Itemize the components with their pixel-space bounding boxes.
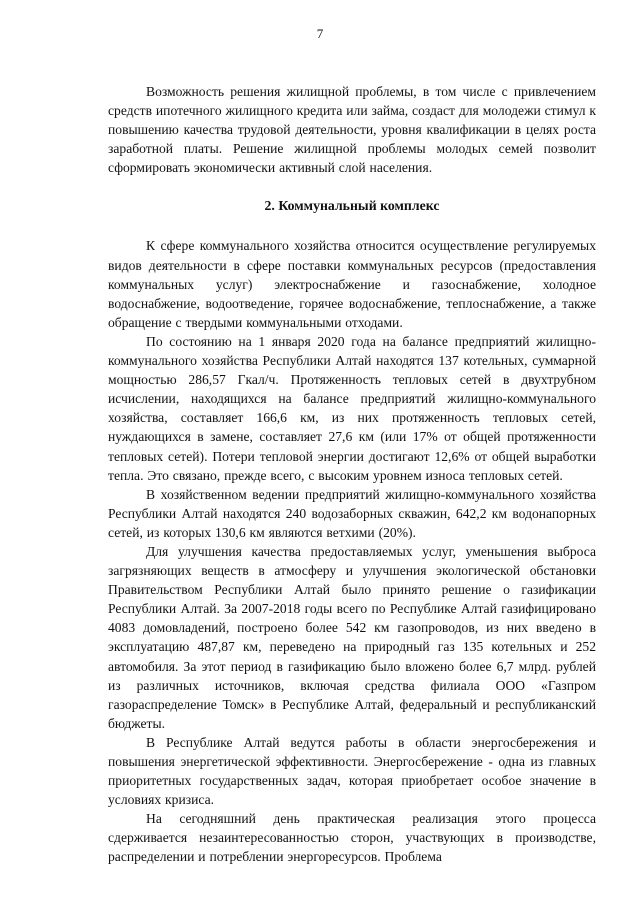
paragraph-utility-sector: К сфере коммунального хозяйства относится осуществление регулируемых видов деятельности в сфере поставки коммунальных ресурсов (предоставления коммунальных услуг) электроснабжение и газоснабжение, холодное водоснабжение, водоотведение, горячее водоснабжение, теплоснабжение, а также обращение с твердыми коммунальными отходами. (108, 238, 596, 330)
paragraph-gasification: Для улучшения качества предоставляемых услуг, уменьшения выброса загрязняющих веществ в атмосферу и улучшения экологической обстановки Правительством Республики Алтай было принято решение о газификации Республики Алтай. За 2007-2018 годы всего по Республике Алтай газифицировано 4083 домовладений, построено более 542 км газопроводов, из них введено в эксплуатацию 487,87 км, переведено на природный газ 135 котельных и 252 автомобиля. За этот период в газификацию было вложено более 6,7 млрд. рублей из различных источников, включая средства филиала ООО «Газпром газораспределение Томск» в Республике Алтай, федеральный и республиканский бюджеты. (108, 543, 596, 731)
intro-paragraph: Возможность решения жилищной проблемы, в том числе с привлечением средств ипотечного жилищного кредита или займа, создаст для молодежи стимул к повышению качества трудовой деятельности, уровня квалификации в целях роста заработной платы. Решение жилищной проблемы молодых семей позволит сформировать экономически активный слой населения. (108, 84, 596, 176)
document-body (108, 82, 596, 867)
section-heading: 2. Коммунальный комплекс (264, 198, 440, 214)
paragraph-water-supply: В хозяйственном ведении предприятий жилищно-коммунального хозяйства Республики Алтай находятся 240 водозаборных скважин, 642,2 км водонапорных сетей, из которых 130,6 км являются ветхими (20%). (108, 486, 596, 540)
paragraph-heat-supply: По состоянию на 1 января 2020 года на балансе предприятий жилищно-коммунального хозяйства Республики Алтай находятся 137 котельных, суммарной мощностью 286,57 Гкал/ч. Протяженность тепловых сетей в двухтрубном исчислении, находящихся на балансе предприятий жилищно-коммунального хозяйства, составляет 166,6 км, из них протяженность тепловых сетей, нуждающихся в замене, составляет 27,6 км (или 17% от общей протяженности тепловых сетей). Потери тепловой энергии достигают 12,6% от общей выработки тепла. Это связано, прежде всего, с высоким уровнем износа тепловых сетей. (108, 333, 596, 483)
paragraph-implementation: На сегодняшний день практическая реализация этого процесса сдерживается незаинтересованностью сторон, участвующих в производстве, распределении и потреблении энергоресурсов. Проблема (108, 811, 596, 865)
paragraph-energy-saving: В Республике Алтай ведутся работы в области энергосбережения и повышения энергетической эффективности. Энергосбережение - одна из главных приоритетных государственных задач, которая приобретает особое значение в условиях кризиса. (108, 734, 596, 808)
page-number: 7 (316, 26, 324, 41)
